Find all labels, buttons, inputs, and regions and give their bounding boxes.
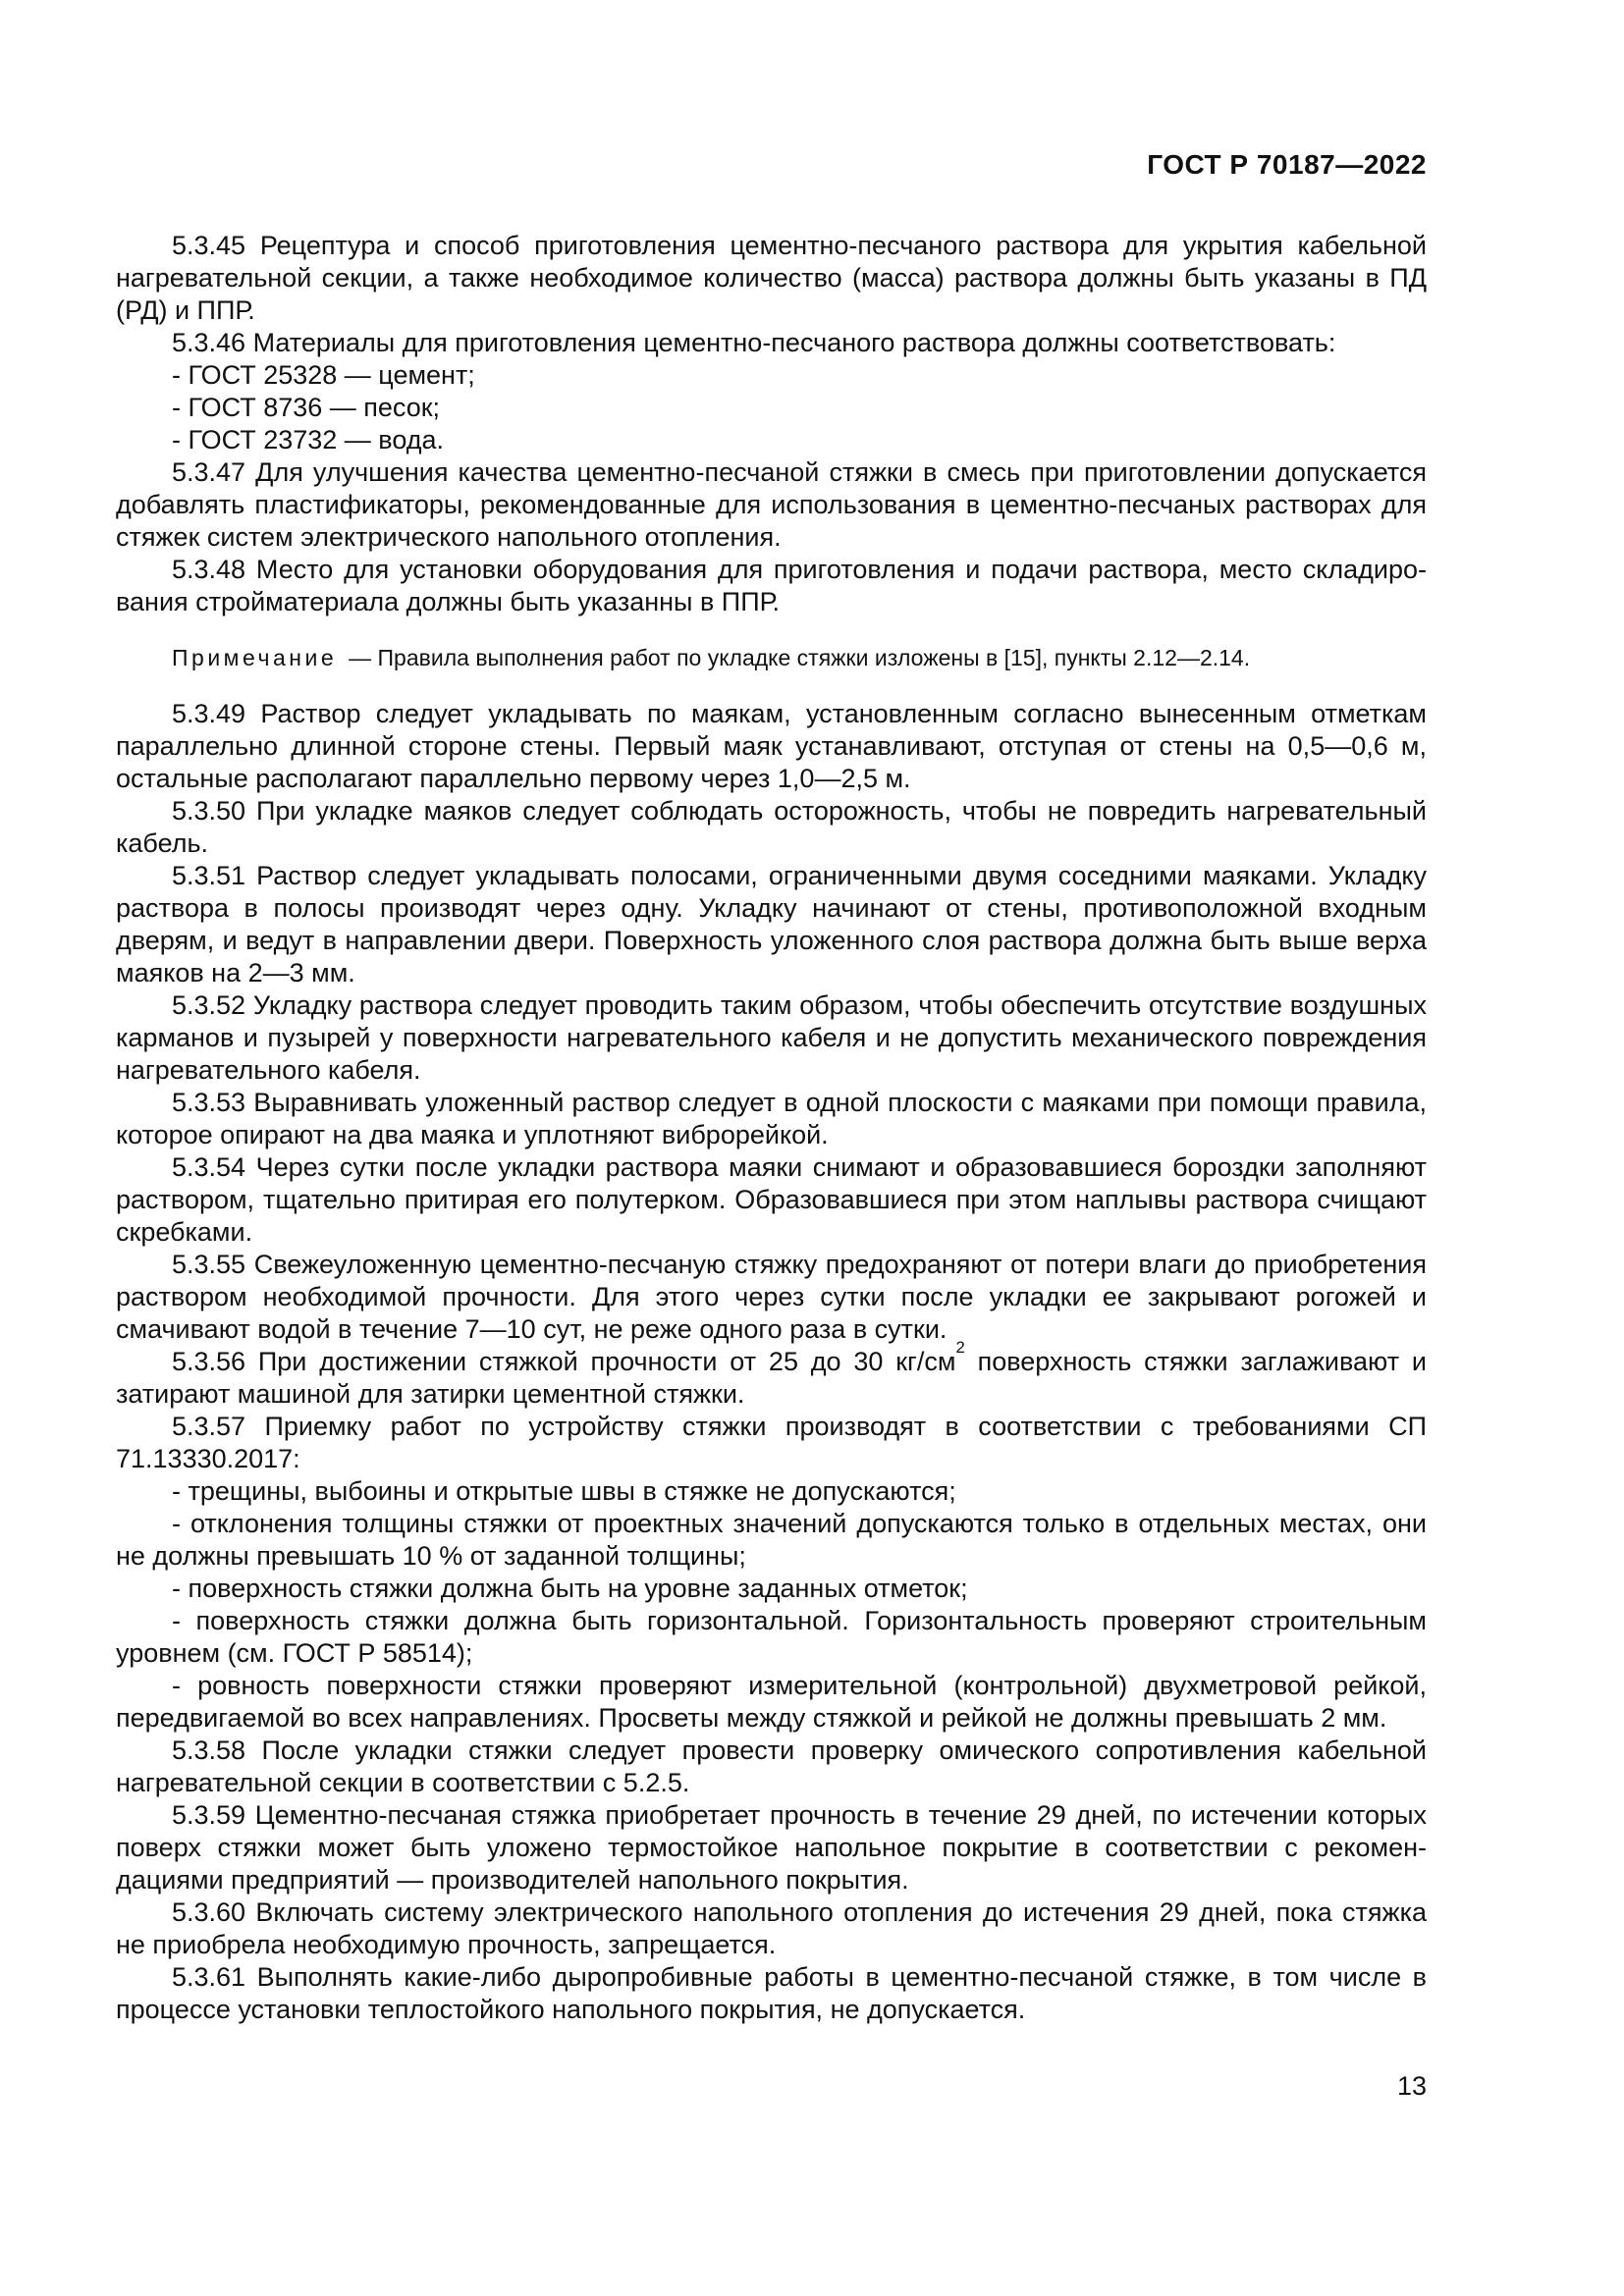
note-text: — Правила выполнения работ по укладке стяжки изложены в [15], пункты 2.12—2.14. [349, 645, 1251, 670]
paragraph-5-3-45: 5.3.45 Рецептура и способ приготовления цементно-песчаного раствора для укрытия кабельной нагревательной секции, а также необходимое количество (масса) раствора должны быть указаны в ПД (РД) и ППР. [116, 231, 1427, 325]
paragraph-5-3-51: 5.3.51 Раствор следует укладывать полосами, ограниченными двумя соседними маяками. Укладку раствора в полосы производят через одну. Укладку начинают от стены, противоположной входным дверям, и ведут в направлении двери. Поверхность уложенного слоя раствора должна быть выше верха маяков на 2—3 мм. [116, 861, 1427, 988]
document-body [116, 230, 1427, 2026]
paragraph-5-3-61: 5.3.61 Выполнять какие-либо дыропробивные работы в цементно-песчаной стяжке, в том числе в процессе установки теплостойкого напольного покрытия, не допускается. [116, 1962, 1427, 2024]
page-header-standard-number: ГОСТ Р 70187—2022 [1147, 149, 1427, 180]
superscript-2: 2 [955, 1338, 965, 1358]
list-item-surface-level: - поверхность стяжки должна быть на уровне заданных отметок; [172, 1574, 968, 1603]
paragraph-5-3-49: 5.3.49 Раствор следует укладывать по маякам, установленным согласно вынесенным отметкам параллельно длинной стороне стены. Первый маяк устанавливают, отступая от стены на 0,5—0,6 м, остальные располагают параллельно первому через 1,0—2,5 м. [116, 699, 1427, 793]
note-label: Примечание [172, 645, 338, 670]
paragraph-5-3-56-pre: 5.3.56 При достижении стяжкой прочности от 25 до 30 кг/см [172, 1347, 956, 1376]
page-number: 13 [1396, 2071, 1427, 2101]
list-item-cracks: - трещины, выбоины и открытые швы в стяжке не допускаются; [172, 1476, 956, 1506]
paragraph-5-3-59: 5.3.59 Цементно-песчаная стяжка приобретает прочность в течение 29 дней, по истечении которых поверх стяжки может быть уложено термостойкое напольное покрытие в соответствии с рекомендациями предприятий — производителей напольного покрытия. [116, 1800, 1427, 1895]
paragraph-5-3-48: 5.3.48 Место для установки оборудования для приготовления и подачи раствора, место складирования стройматериала должны быть указанны в ППР. [116, 555, 1427, 616]
paragraph-5-3-47: 5.3.47 Для улучшения качества цементно-песчаной стяжки в смесь при приготовлении допускается добавлять пластификаторы, рекомендованные для использования в цементно-песчаных растворах для стяжек систем электрического напольного отопления. [116, 457, 1427, 552]
paragraph-5-3-54: 5.3.54 Через сутки после укладки раствора маяки снимают и образовавшиеся бороздки заполняют раствором, тщательно притирая его полутерком. Образовавшиеся при этом наплывы раствора счищают скребками. [116, 1152, 1427, 1247]
paragraph-5-3-53: 5.3.53 Выравнивать уложенный раствор следует в одной плоскости с маяками при помощи правила, которое опирают на два маяка и уплотняют виброрейкой. [116, 1088, 1427, 1149]
list-item-gost-25328: - ГОСТ 25328 — цемент; [172, 360, 475, 390]
paragraph-5-3-60: 5.3.60 Включать систему электрического напольного отопления до истечения 29 дней, пока стяжка не приобрела необходимую прочность, запрещается. [116, 1897, 1427, 1959]
list-item-gost-23732: - ГОСТ 23732 — вода. [172, 425, 445, 454]
paragraph-5-3-46: 5.3.46 Материалы для приготовления цементно-песчаного раствора должны соответствовать: [172, 328, 1336, 357]
paragraph-5-3-50: 5.3.50 При укладке маяков следует соблюдать осторожность, чтобы не повредить нагревательный кабель. [116, 796, 1427, 858]
paragraph-5-3-56-post: поверхность стяжки заглаживают и затирают машиной для затирки цементной стяжки. [116, 1347, 1427, 1409]
note-block [116, 644, 1427, 672]
list-item-surface-evenness: - ровность поверхности стяжки проверяют измерительной (контрольной) двухметровой рейкой, передвигаемой во всех направлениях. Просветы между стяжкой и рейкой не должны превышать 2 мм. [116, 1671, 1427, 1733]
paragraph-5-3-55: 5.3.55 Свежеуложенную цементно-песчаную стяжку предохраняют от потери влаги до приобретения раствором необходимой прочности. Для этого через сутки после укладки ее закрывают рогожей и смачивают водой в течение 7—10 сут, не реже одного раза в сутки. [116, 1250, 1427, 1344]
list-item-surface-horizontal: - поверхность стяжки должна быть горизонтальной. Горизонтальность проверяют строительным уровнем (см. ГОСТ Р 58514); [116, 1606, 1427, 1668]
paragraph-5-3-57: 5.3.57 Приемку работ по устройству стяжки производят в соответствии с требованиями СП 71.13330.2017: [116, 1412, 1427, 1473]
list-item-thickness-deviation: - отклонения толщины стяжки от проектных значений допускаются только в отдельных местах, они не должны превышать 10 % от заданной толщины; [116, 1509, 1427, 1571]
list-item-gost-8736: - ГОСТ 8736 — песок; [172, 393, 441, 422]
paragraph-5-3-56 [116, 1338, 1427, 1411]
paragraph-5-3-58: 5.3.58 После укладки стяжки следует провести проверку омического сопротивления кабельной нагревательной секции в соответствии с 5.2.5. [116, 1735, 1427, 1797]
paragraph-5-3-52: 5.3.52 Укладку раствора следует проводить таким образом, чтобы обеспечить отсутствие воздушных карманов и пузырей у поверхности нагревательного кабеля и не допустить механического повреждения нагревательного кабеля. [116, 990, 1427, 1085]
